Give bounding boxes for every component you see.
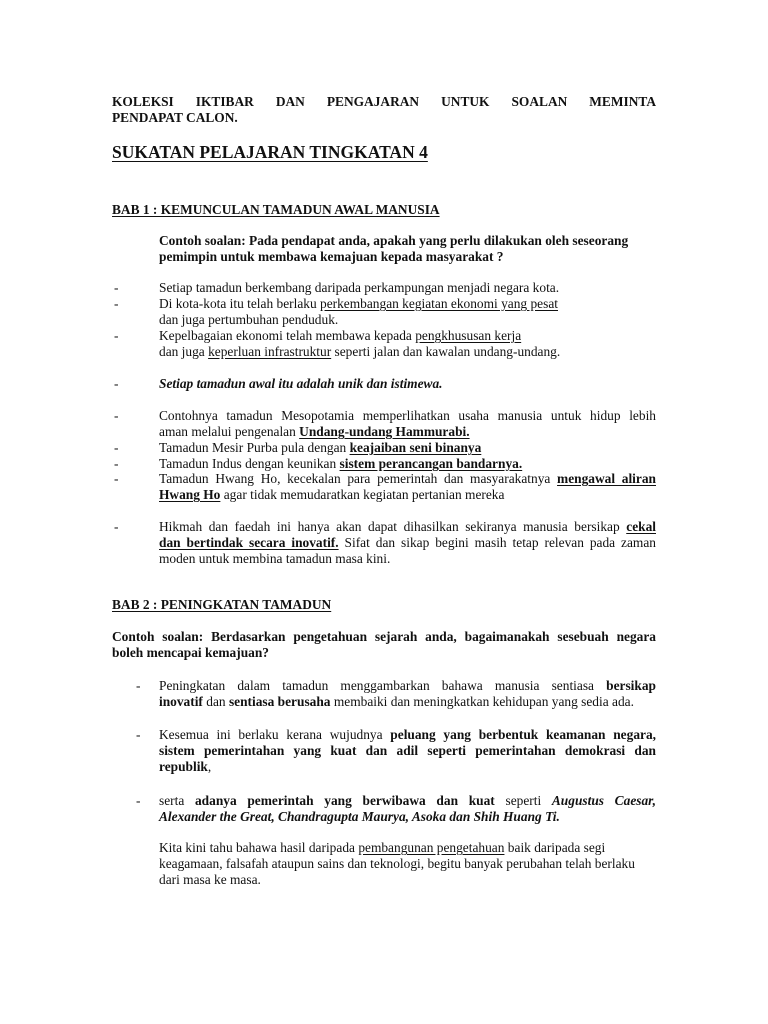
bab1-point-5-cont: aman melalui pengenalan Undang-undang Hammurabi. <box>159 424 470 439</box>
bab1-point-8-cont: Hwang Ho agar tidak memudaratkan kegiatan pertanian mereka <box>159 487 505 502</box>
bullet-dash: - <box>136 678 141 693</box>
bab1-point-9-cont: dan bertindak secara inovatif. Sifat dan sikap begini masih tetap relevan pada zaman <box>159 535 656 550</box>
bullet-dash: - <box>114 440 119 455</box>
bab2-point-1-cont: inovatif dan sentiasa berusaha membaiki dan meningkatkan kehidupan yang sedia ada. <box>159 694 634 709</box>
bab2-paragraph: Kita kini tahu bahawa hasil daripada pembangunan pengetahuan baik daripada segi <box>159 840 606 855</box>
bab1-question-line-1: Contoh soalan: Pada pendapat anda, apakah yang perlu dilakukan oleh seseorang <box>159 233 629 248</box>
bab1-point-1: Setiap tamadun berkembang daripada perkampungan menjadi negara kota. <box>159 280 560 295</box>
bullet-dash: - <box>114 408 119 423</box>
header-line-2: PENDAPAT CALON. <box>112 110 238 125</box>
bullet-dash: - <box>114 376 119 391</box>
bab1-point-8: Tamadun Hwang Ho, kecekalan para pemerintah dan masyarakatnya mengawal aliran <box>159 471 656 486</box>
bab2-point-2: Kesemua ini berlaku kerana wujudnya peluang yang berbentuk keamanan negara, <box>159 727 656 742</box>
bab2-point-3-cont: Alexander the Great, Chandragupta Maurya, Asoka dan Shih Huang Ti. <box>159 809 560 824</box>
bullet-dash: - <box>136 793 141 808</box>
bab1-point-2: Di kota-kota itu telah berlaku perkembangan kegiatan ekonomi yang pesat <box>159 296 558 311</box>
bullet-dash: - <box>114 471 119 486</box>
bab1-point-9-end: moden untuk membina tamadun masa kini. <box>159 551 391 566</box>
bab1-point-6: Tamadun Mesir Purba pula dengan keajaiban seni binanya <box>159 440 482 455</box>
bab2-point-1: Peningkatan dalam tamadun menggambarkan bahawa manusia sentiasa bersikap <box>159 678 656 693</box>
bab1-heading: BAB 1 : KEMUNCULAN TAMADUN AWAL MANUSIA <box>112 202 440 217</box>
bab1-point-9: Hikmah dan faedah ini hanya akan dapat dihasilkan sekiranya manusia bersikap cekal <box>159 519 656 534</box>
page-title: SUKATAN PELAJARAN TINGKATAN 4 <box>112 142 428 162</box>
bab1-point-3: Kepelbagaian ekonomi telah membawa kepada pengkhususan kerja <box>159 328 522 343</box>
bullet-dash: - <box>114 280 119 295</box>
bab1-point-5: Contohnya tamadun Mesopotamia memperlihatkan usaha manusia untuk hidup lebih <box>159 408 656 423</box>
bab1-point-4: Setiap tamadun awal itu adalah unik dan istimewa. <box>159 376 443 391</box>
bullet-dash: - <box>114 456 119 471</box>
bab1-point-3-cont: dan juga keperluan infrastruktur seperti jalan dan kawalan undang-undang. <box>159 344 561 359</box>
bullet-dash: - <box>114 296 119 311</box>
bab1-question-line-2: pemimpin untuk membawa kemajuan kepada masyarakat ? <box>159 249 504 264</box>
bab2-paragraph-end: dari masa ke masa. <box>159 872 261 887</box>
bab2-point-3: serta adanya pemerintah yang berwibawa dan kuat seperti Augustus Caesar, <box>159 793 656 808</box>
bab1-point-2-cont: dan juga pertumbuhan penduduk. <box>159 312 339 327</box>
bab1-point-7: Tamadun Indus dengan keunikan sistem perancangan bandarnya. <box>159 456 523 471</box>
bullet-dash: - <box>114 519 119 534</box>
bab2-point-2-cont: sistem pemerintahan yang kuat dan adil seperti pemerintahan demokrasi dan <box>159 743 656 758</box>
bullet-dash: - <box>136 727 141 742</box>
bab2-question-line-2: boleh mencapai kemajuan? <box>112 645 269 660</box>
bab2-paragraph-cont: keagamaan, falsafah ataupun sains dan teknologi, begitu banyak perubahan telah berlaku <box>159 856 635 871</box>
bab2-heading: BAB 2 : PENINGKATAN TAMADUN <box>112 597 332 612</box>
header-line-1: KOLEKSI IKTIBAR DAN PENGAJARAN UNTUK SOALAN MEMINTA <box>112 94 656 109</box>
bullet-dash: - <box>114 328 119 343</box>
bab2-point-2-end: republik, <box>159 759 212 774</box>
bab2-question-line-1: Contoh soalan: Berdasarkan pengetahuan sejarah anda, bagaimanakah sesebuah negara <box>112 629 656 644</box>
